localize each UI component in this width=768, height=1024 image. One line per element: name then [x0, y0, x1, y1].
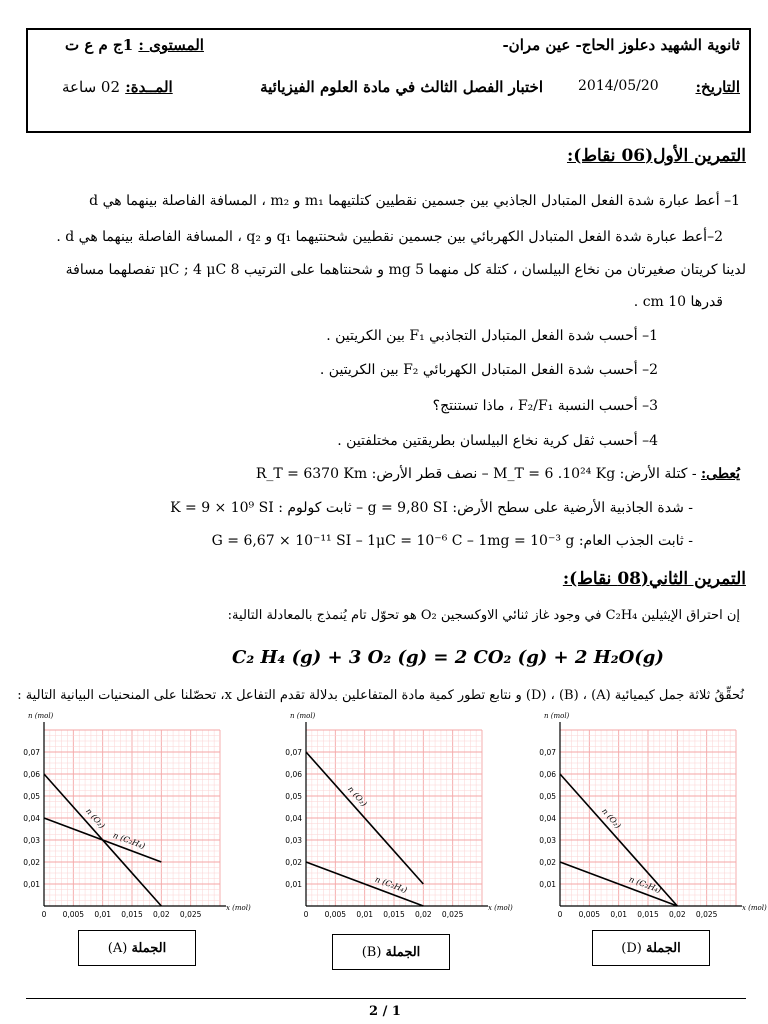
ex1-given3: - ثابت الجذب العام: G = 6,67 × 10⁻¹¹ SI – 1μC = 10⁻⁶ C – 1mg = 10⁻³ g: [211, 533, 693, 549]
x-tick-label: 0,02: [668, 910, 686, 919]
level: [65, 36, 204, 54]
level-label: المستوى :: [138, 36, 204, 54]
x-tick-label: 0,015: [121, 910, 143, 919]
graphs-intro: نُحقِّقُ ثلاثة جمل كيميائية (A) ، (B) ، (D) و نتابع تطور كمية مادة المتفاعلين بدلالة تقدم التفاعل x، تحصّلنا على المنحنيات البيانية التالية :: [17, 688, 744, 703]
date-label: التاريخ:: [695, 78, 740, 96]
footer-divider: [26, 998, 746, 999]
ex1-q2: 2–أعط عبارة شدة الفعل المتبادل الكهربائي بين جسمين نقطيين شحنتيهما q₁ و q₂ ، المسافة الفاصلة بينهما هي d .: [56, 229, 723, 245]
y-tick-label: 0,04: [23, 814, 40, 823]
y-tick-label: 0,05: [539, 792, 556, 801]
y-tick-label: 0,01: [539, 880, 556, 889]
x-axis-label: x (mol): [742, 904, 767, 912]
duration-value: 02 ساعة: [62, 78, 120, 96]
caption-a-word: الجملة: [131, 941, 167, 956]
level-value: 1ج م ع ت: [65, 36, 134, 54]
series-o2-label: n (O₂): [84, 806, 107, 831]
caption-b-letter: (B): [361, 945, 382, 960]
y-tick-label: 0,06: [539, 770, 556, 779]
ex1-q1: 1– أعط عبارة شدة الفعل المتبادل الجاذبي بين جسمين نقطيين كتلتيهما m₁ و m₂ ، المسافة الفاصلة بينهما هي d: [89, 193, 740, 209]
y-tick-label: 0,03: [285, 836, 302, 845]
x-tick-label: 0,025: [179, 910, 202, 919]
x-axis-label: x (mol): [226, 904, 251, 912]
y-tick-label: 0,02: [23, 858, 40, 867]
ex1-II-line2: قدرها 10 cm .: [633, 294, 723, 310]
ex1-s1: 1– أحسب شدة الفعل المتبادل التجاذبي F₁ بين الكريتين .: [326, 328, 658, 344]
series-c2h4-label: n (C₂H₄): [627, 874, 663, 895]
series-o2-label: n (O₂): [600, 806, 623, 831]
x-tick-label: 0,005: [62, 910, 85, 919]
ex1-s4: 4– أحسب ثقل كرية نخاع البيلسان بطريقتين مختلفتين .: [337, 433, 658, 449]
graph-system-b: [262, 710, 513, 925]
caption-d-letter: (D): [621, 941, 642, 956]
school-name: ثانوية الشهيد دعلوز الحاج- عين مران-: [502, 36, 740, 54]
y-tick-label: 0,07: [539, 748, 556, 757]
caption-a-letter: (A): [107, 941, 128, 956]
x-tick-label: 0,01: [610, 910, 628, 919]
graph-system-a: [0, 710, 251, 925]
ex1-s2: 2– أحسب شدة الفعل المتبادل الكهربائي F₂ بين الكريتين .: [319, 362, 658, 378]
given-label: يُعطى:: [701, 466, 740, 482]
x-tick-label: 0,015: [383, 910, 405, 919]
reaction-equation: C₂ H₄ (g) + 3 O₂ (g) = 2 CO₂ (g) + 2 H₂O(g): [232, 647, 664, 668]
caption-d-word: الجملة: [645, 941, 681, 956]
y-tick-label: 0,02: [285, 858, 302, 867]
series-c2h4-label: n (C₂H₄): [111, 830, 147, 851]
caption-d: [592, 930, 710, 966]
x-axis-label: x (mol): [488, 904, 513, 912]
y-axis-label: n (mol): [290, 712, 316, 720]
x-tick-label: 0,015: [637, 910, 659, 919]
ex1-given2: - شدة الجاذبية الأرضية على سطح الأرض: g = 9,80 SI – ثابت كولوم : K = 9 × 10⁹ SI: [170, 500, 693, 516]
caption-b: [332, 934, 450, 970]
x-tick-label: 0,005: [324, 910, 347, 919]
page-number: 2 / 1: [369, 1004, 401, 1019]
y-tick-label: 0,01: [23, 880, 40, 889]
ex2-intro: إن احتراق الإيثيلين C₂H₄ في وجود غاز ثنائي الاوكسجين O₂ هو تحوّل تام يُنمذج بالمعادلة التالية:: [227, 608, 740, 623]
x-tick-label: 0,025: [441, 910, 464, 919]
y-tick-label: 0,02: [539, 858, 556, 867]
y-tick-label: 0,06: [23, 770, 40, 779]
y-tick-label: 0,07: [23, 748, 40, 757]
date-row: [696, 78, 740, 96]
y-tick-label: 0,01: [285, 880, 302, 889]
caption-a: [78, 930, 196, 966]
y-tick-label: 0,06: [285, 770, 302, 779]
y-axis-label: n (mol): [544, 712, 570, 720]
x-tick-label: 0,02: [414, 910, 432, 919]
x-tick-label: 0: [303, 910, 309, 919]
y-tick-label: 0,03: [539, 836, 556, 845]
y-tick-label: 0,04: [539, 814, 556, 823]
exam-title: اختبار الفصل الثالث في مادة العلوم الفيزيائية: [260, 78, 543, 96]
date-value: 2014/05/20: [578, 78, 659, 94]
x-tick-label: 0,02: [152, 910, 170, 919]
ex1-title: التمرين الأول(06 نقاط):: [566, 146, 746, 166]
x-tick-label: 0,01: [94, 910, 112, 919]
ex2-title: التمرين الثاني(08 نقاط):: [562, 569, 746, 589]
x-tick-label: 0: [41, 910, 47, 919]
ex1-II-line1: لدينا كريتان صغيرتان من نخاع البيلسان ، كتلة كل منهما 5 mg و شحنتاهما على الترتيب 8 μC ; 4 μC تفصلهما مسافة: [65, 262, 746, 278]
y-tick-label: 0,07: [285, 748, 302, 757]
y-tick-label: 0,05: [23, 792, 40, 801]
caption-b-word: الجملة: [385, 945, 421, 960]
y-tick-label: 0,05: [285, 792, 302, 801]
y-tick-label: 0,04: [285, 814, 302, 823]
series-o2-label: n (O₂): [346, 784, 369, 809]
given1-text: - كتلة الأرض: M_T = 6 .10²⁴ Kg – نصف قطر الأرض: R_T = 6370 Km: [255, 466, 697, 482]
ex1-s3: 3– أحسب النسبة F₂/F₁ ، ماذا تستنتج؟: [432, 398, 658, 414]
graph-system-d: [516, 710, 768, 925]
y-tick-label: 0,03: [23, 836, 40, 845]
y-axis-label: n (mol): [28, 712, 54, 720]
duration-label: المــدة:: [125, 78, 173, 96]
x-tick-label: 0: [557, 910, 563, 919]
duration: [62, 78, 173, 96]
series-c2h4-label: n (C₂H₄): [373, 874, 409, 895]
x-tick-label: 0,005: [578, 910, 601, 919]
x-tick-label: 0,025: [695, 910, 718, 919]
ex1-given1: [256, 466, 740, 482]
x-tick-label: 0,01: [356, 910, 374, 919]
